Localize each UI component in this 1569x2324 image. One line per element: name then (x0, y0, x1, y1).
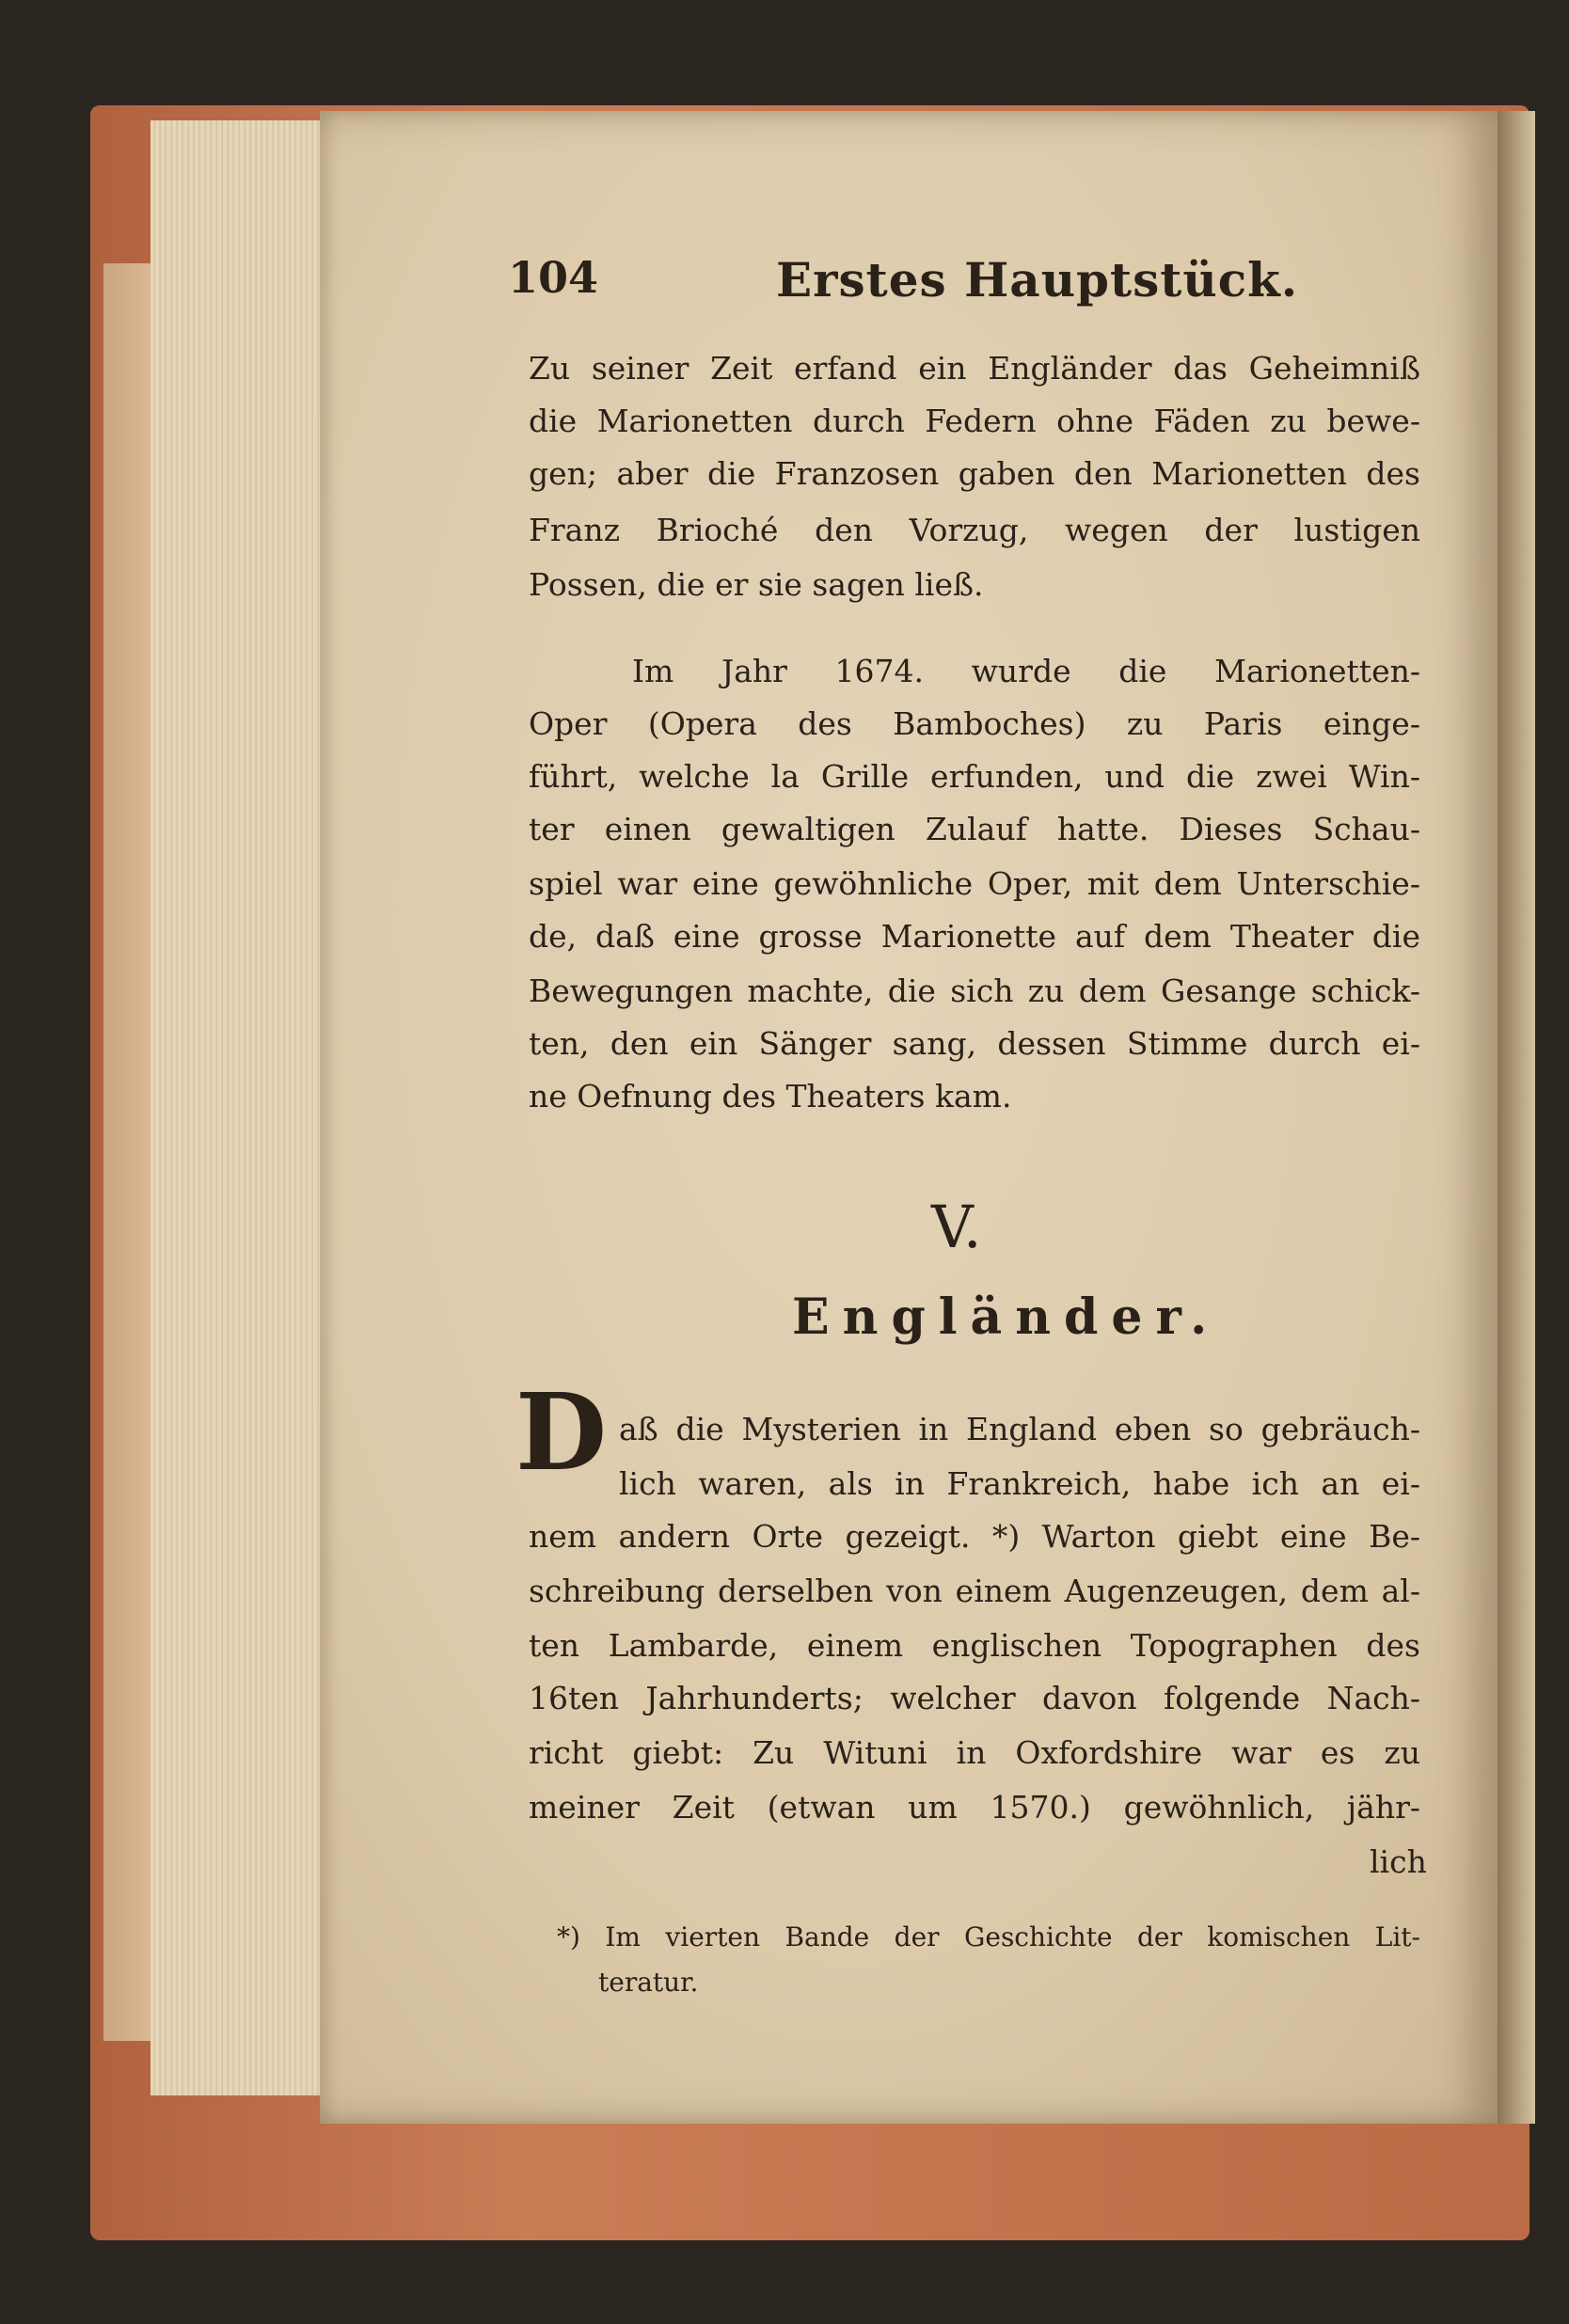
paragraph-2-line: Oper (Opera des Bamboches) zu Paris einge- (529, 705, 1420, 742)
section-numeral: V. (931, 1193, 982, 1261)
paragraph-2-line: ter einen gewaltigen Zulauf hatte. Dieses Schau- (529, 811, 1420, 847)
running-title: Erstes Hauptstück. (776, 252, 1299, 308)
paragraph-3-line: richt giebt: Zu Wituni in Oxfordshire war es zu (529, 1734, 1420, 1771)
paragraph-1-line: Franz Brioché den Vorzug, wegen der lustigen (529, 512, 1420, 548)
paragraph-3-line: ten Lambarde, einem englischen Topographen des (529, 1627, 1420, 1664)
paragraph-2-line: ne Oefnung des Theaters kam. (529, 1078, 1012, 1115)
facing-page-edge (1498, 111, 1535, 2124)
paragraph-1-line: gen; aber die Franzosen gaben den Marionetten des (529, 455, 1420, 492)
drop-cap: D (515, 1371, 608, 1494)
footnote-line: teratur. (598, 1967, 699, 1998)
page-header (508, 252, 1430, 327)
paragraph-3-line: nem andern Orte gezeigt. *) Warton giebt eine Be- (529, 1518, 1420, 1555)
paragraph-2-line: Im Jahr 1674. wurde die Marionetten- (632, 653, 1420, 689)
footnote-line: *) Im vierten Bande der Geschichte der komischen Lit- (557, 1921, 1420, 1952)
page-edges (151, 120, 329, 2095)
paragraph-2-line: führt, welche la Grille erfunden, und die zwei Win- (529, 758, 1420, 795)
paragraph-1-line: Zu seiner Zeit erfand ein Engländer das Geheimniß (529, 350, 1420, 387)
catchword: lich (1370, 1843, 1427, 1880)
paragraph-2-line: spiel war eine gewöhnliche Oper, mit dem Unterschie- (529, 865, 1420, 902)
page-number: 104 (508, 252, 599, 303)
paragraph-3-line: meiner Zeit (etwan um 1570.) gewöhnlich, jähr- (529, 1789, 1420, 1826)
paragraph-3-line: schreibung derselben von einem Augenzeugen, dem al- (529, 1573, 1420, 1609)
paragraph-3-line: lich waren, als in Frankreich, habe ich an ei- (619, 1465, 1420, 1502)
paragraph-1-line: Possen, die er sie sagen ließ. (529, 566, 984, 603)
paragraph-2-line: de, daß eine grosse Marionette auf dem Theater die (529, 918, 1420, 955)
paragraph-3-line: aß die Mysterien in England eben so gebräuch- (619, 1411, 1420, 1447)
paragraph-3-line: 16ten Jahrhunderts; welcher davon folgende Nach- (529, 1680, 1420, 1716)
paragraph-1-line: die Marionetten durch Federn ohne Fäden zu bewe- (529, 403, 1420, 439)
paragraph-2-line: Bewegungen machte, die sich zu dem Gesange schick- (529, 972, 1420, 1009)
section-heading: Engländer. (792, 1288, 1221, 1346)
paragraph-2-line: ten, den ein Sänger sang, dessen Stimme durch ei- (529, 1025, 1420, 1062)
